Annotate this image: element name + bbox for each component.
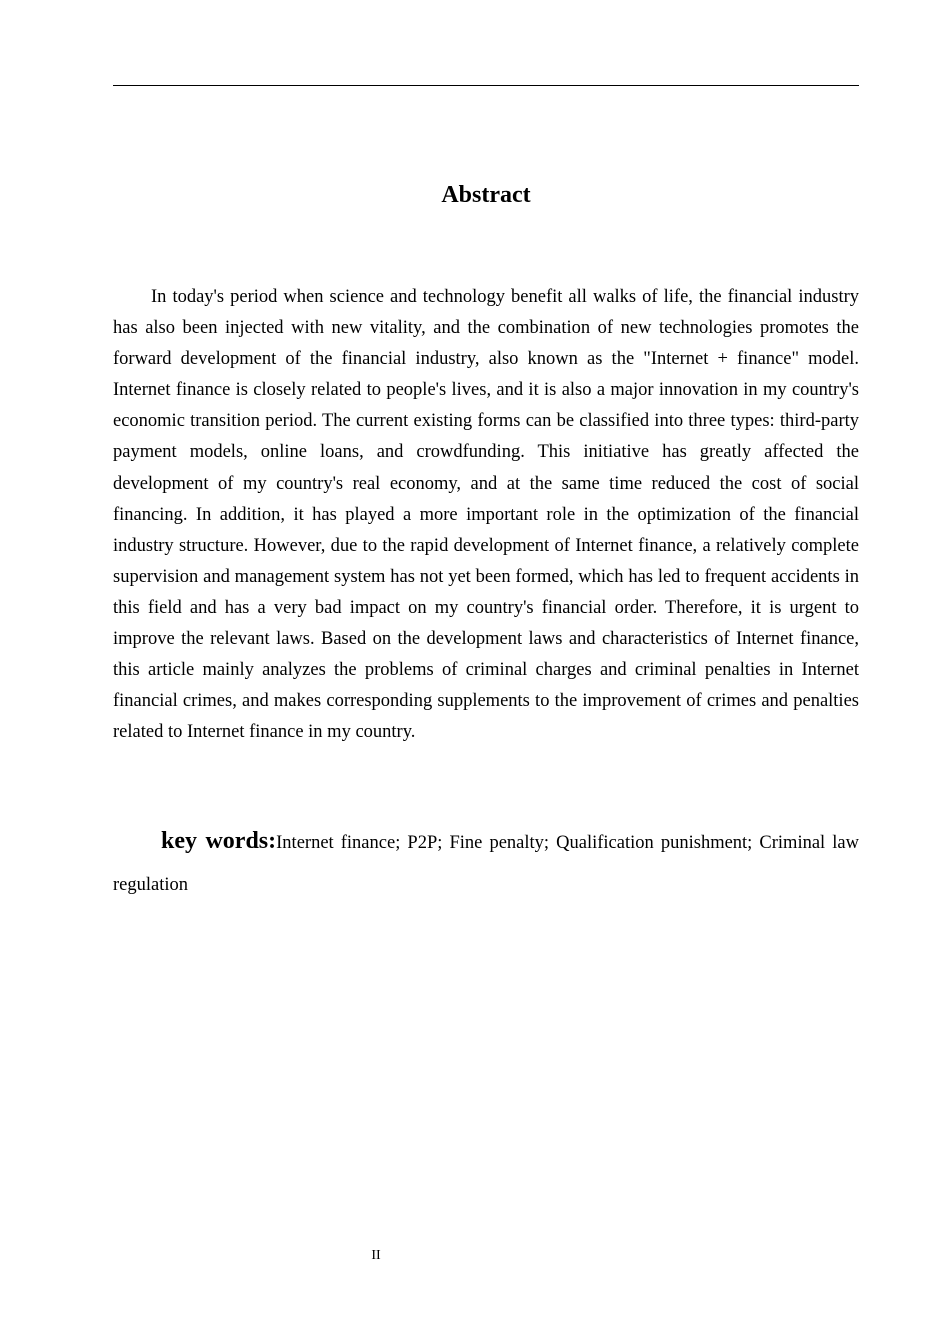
header-rule: [113, 85, 859, 86]
abstract-body: In today's period when science and technology benefit all walks of life, the financial industry has also been injected with new vitality, and the combination of new technologies promotes the forward development of the financial industry, also known as the "Internet + finance" model. Internet finance is closely related to people's lives, and it is also a major innovation in my country's economic transition period. The current existing forms can be classified into three types: third-party payment models, online loans, and crowdfunding. This initiative has greatly affected the development of my country's real economy, and at the same time reduced the cost of social financing. In addition, it has played a more important role in the optimization of the financial industry structure. However, due to the rapid development of Internet finance, a relatively complete supervision and management system has not yet been formed, which has led to frequent accidents in this field and has a very bad impact on my country's financial order. Therefore, it is urgent to improve the relevant laws. Based on the development laws and characteristics of Internet finance, this article mainly analyzes the problems of criminal charges and criminal penalties in Internet financial crimes, and makes corresponding supplements to the improvement of crimes and penalties related to Internet finance in my country.: [113, 287, 859, 743]
keywords-label: key words:: [161, 828, 277, 854]
page-title: Abstract: [441, 182, 531, 208]
keywords-line: [113, 820, 859, 906]
keywords-text: Internet finance; P2P; Fine penalty; Qualification punishment; Criminal law regulation: [113, 833, 859, 895]
page-number: II: [371, 1248, 381, 1263]
